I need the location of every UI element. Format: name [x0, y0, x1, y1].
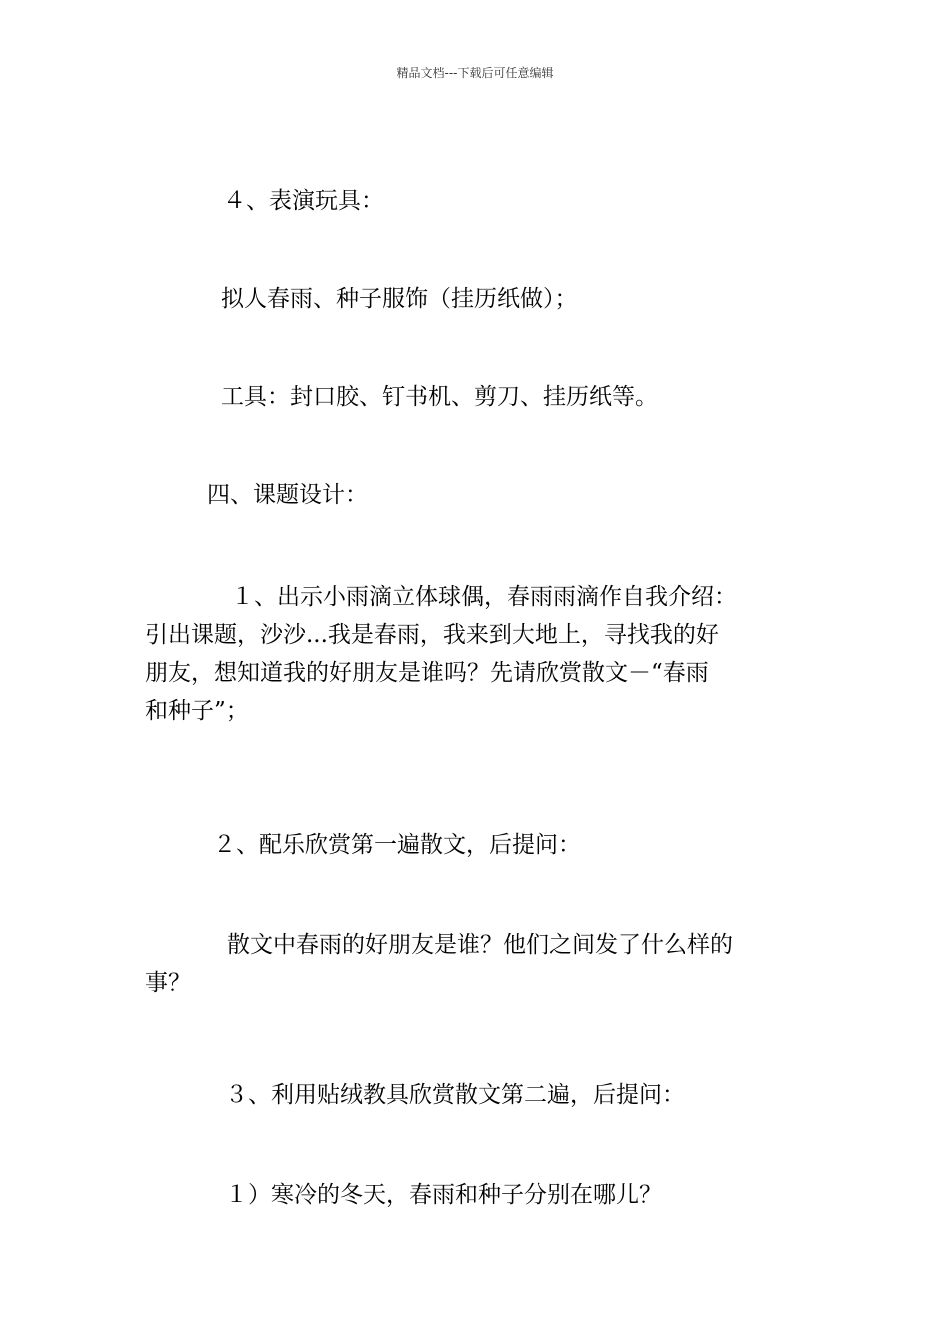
paragraph-line: 散文中春雨的好朋友是谁？他们之间发了什么样的	[227, 932, 733, 958]
paragraph-sub-question-1: １）寒冷的冬天，春雨和种子分别在哪儿？	[225, 1182, 662, 1208]
paragraph-line: 引出课题，沙沙...我是春雨，我来到大地上，寻找我的好	[145, 622, 719, 648]
page-header: 精品文档---下载后可任意编辑	[396, 66, 554, 80]
paragraph-line: １、出示小雨滴立体球偶，春雨雨滴作自我介绍：	[231, 584, 737, 610]
paragraph-costumes: 拟人春雨、种子服饰（挂历纸做）；	[221, 286, 578, 312]
section-heading-lesson-design: 四、课题设计：	[207, 482, 368, 508]
paragraph-line: 和种子”；	[145, 698, 249, 724]
paragraph-line: 朋友，想知道我的好朋友是谁吗？先请欣赏散文－“春雨	[145, 660, 709, 686]
paragraph-step-2: ２、配乐欣赏第一遍散文，后提问：	[213, 832, 581, 858]
paragraph-performance-toys: ４、表演玩具：	[223, 188, 384, 214]
paragraph-step-1	[145, 578, 810, 730]
paragraph-tools: 工具：封口胶、钉书机、剪刀、挂历纸等。	[221, 384, 658, 410]
paragraph-question	[145, 926, 810, 1002]
paragraph-line: 事？	[145, 970, 191, 996]
paragraph-step-3: ３、利用贴绒教具欣赏散文第二遍，后提问：	[225, 1082, 685, 1108]
